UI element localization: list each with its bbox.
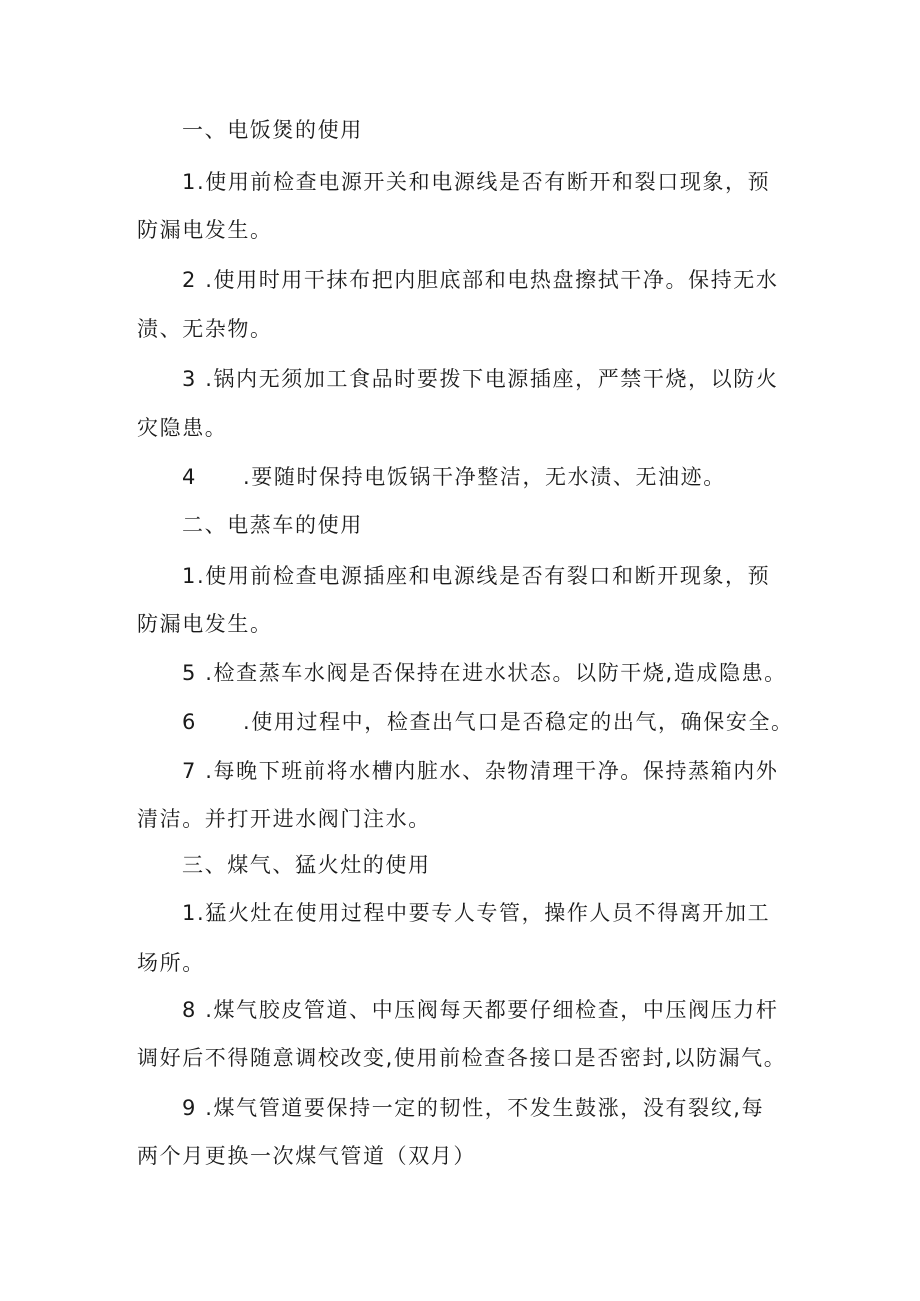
item-text: .使用过程中，检查出气口是否稳定的出气，确保安全。 (242, 710, 794, 734)
section-heading-steamer: 二、电蒸车的使用 (182, 513, 363, 537)
paragraph-line (182, 710, 862, 734)
paragraph-line: 3 .锅内无须加工食品时要拨下电源插座，严禁干烧，以防火 (182, 367, 779, 391)
paragraph-line: 场所。 (137, 951, 205, 975)
paragraph-line: 防漏电发生。 (137, 612, 273, 636)
paragraph-line: 1.使用前检查电源开关和电源线是否有断开和裂口现象，预 (182, 170, 771, 194)
paragraph-line: 8 .煤气胶皮管道、中压阀每天都要仔细检查，中压阀压力杆 (182, 998, 779, 1022)
section-heading-rice-cooker: 一、电饭煲的使用 (182, 118, 363, 142)
paragraph-line: 1.使用前检查电源插座和电源线是否有裂口和断开现象，预 (182, 564, 771, 588)
paragraph-line: 9 .煤气管道要保持一定的韧性，不发生鼓涨，没有裂纹,每 (182, 1096, 765, 1120)
paragraph-line: 两个月更换一次煤气管道（双月） (137, 1144, 476, 1168)
paragraph-line: 5 .检查蒸车水阀是否保持在进水状态。以防干烧,造成隐患。 (182, 661, 787, 685)
paragraph-line: 渍、无杂物。 (137, 317, 273, 341)
paragraph-line: 2 .使用时用干抹布把内胆底部和电热盘擦拭干净。保持无水 (182, 268, 779, 292)
section-heading-gas-stove: 三、煤气、猛火灶的使用 (182, 853, 431, 877)
paragraph-line: 调好后不得随意调校改变,使用前检查各接口是否密封,以防漏气。 (137, 1046, 787, 1070)
paragraph-line: 1.猛火灶在使用过程中要专人专管，操作人员不得离开加工 (182, 901, 771, 925)
paragraph-line (182, 465, 862, 489)
item-text: .要随时保持电饭锅干净整洁，无水渍、无油迹。 (242, 465, 726, 489)
paragraph-line: 清洁。并打开进水阀门注水。 (137, 807, 431, 831)
paragraph-line: 7 .每晚下班前将水槽内脏水、杂物清理干净。保持蒸箱内外 (182, 759, 779, 783)
item-number: 6 (182, 710, 197, 734)
paragraph-line: 灾隐患。 (137, 416, 228, 440)
item-number: 4 (182, 465, 197, 489)
paragraph-line: 防漏电发生。 (137, 218, 273, 242)
